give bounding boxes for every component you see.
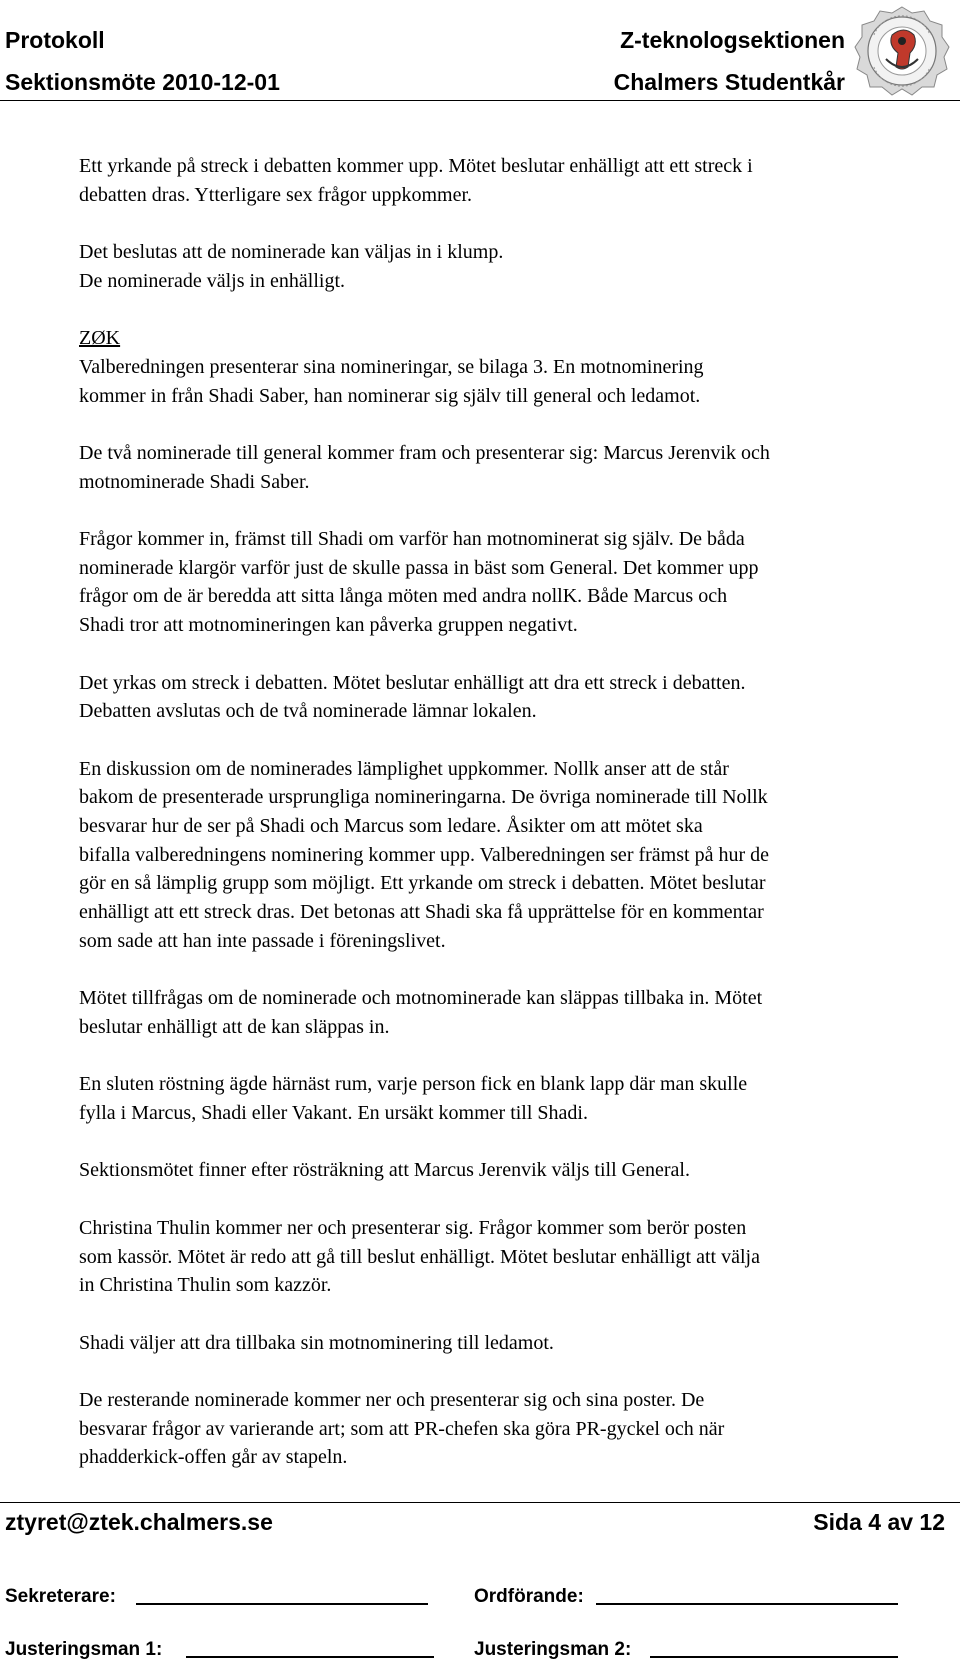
text-line: Frågor kommer in, främst till Shadi om varför han motnominerat sig själv. De båda xyxy=(79,528,745,551)
text-line: in Christina Thulin som kazzör. xyxy=(79,1274,332,1297)
text-line: gör en så lämplig grupp som möjligt. Ett yrkande om streck i debatten. Mötet beslutar xyxy=(79,872,766,895)
text-line: kommer in från Shadi Saber, han nominerar sig själv till general och ledamot. xyxy=(79,384,701,407)
text-line: fylla i Marcus, Shadi eller Vakant. En ursäkt kommer till Shadi. xyxy=(79,1102,588,1125)
paragraph xyxy=(79,669,949,726)
adjuster-2-label: Justeringsman 2: xyxy=(474,1639,632,1660)
text-line: Ett yrkande på streck i debatten kommer upp. Mötet beslutar enhälligt att ett streck i xyxy=(79,155,753,177)
text-line: De två nominerade till general kommer fram och presenterar sig: Marcus Jerenvik och xyxy=(79,441,770,464)
text-line: beslutar enhälligt att de kan släppas in. xyxy=(79,1015,390,1038)
text-line: motnominerade Shadi Saber. xyxy=(79,470,310,493)
secretary-signature-line[interactable] xyxy=(136,1603,428,1605)
text-line: De nominerade väljs in enhälligt. xyxy=(79,269,346,292)
document-type: Protokoll xyxy=(5,27,105,53)
paragraph xyxy=(79,439,949,496)
text-line: Debatten avslutas och de två nominerade lämnar lokalen. xyxy=(79,700,537,723)
text-line: En sluten röstning ägde härnäst rum, varje person fick en blank lapp där man skulle xyxy=(79,1073,748,1096)
paragraph xyxy=(79,984,949,1041)
text-line: Shadi väljer att dra tillbaka sin motnominering till ledamot. xyxy=(79,1331,554,1354)
paragraph xyxy=(79,1386,949,1472)
paragraph xyxy=(79,1214,949,1300)
text-line: En diskussion om de nominerades lämplighet uppkommer. Nollk anser att de står xyxy=(79,757,729,780)
paragraph xyxy=(79,525,949,640)
minutes-body xyxy=(79,152,949,1501)
text-line: Det yrkas om streck i debatten. Mötet beslutar enhälligt att dra ett streck i debatten. xyxy=(79,671,746,694)
text-line: Det beslutas att de nominerade kan väljas in i klump. xyxy=(79,241,504,264)
secretary-label: Sekreterare: xyxy=(5,1586,116,1607)
text-line: besvarar hur de ser på Shadi och Marcus som ledare. Åsikter om att mötet ska xyxy=(79,815,703,838)
text-line: Shadi tror att motnomineringen kan påverka gruppen negativt. xyxy=(79,614,578,637)
text-line: Sektionsmötet finner efter rösträkning att Marcus Jerenvik väljs till General. xyxy=(79,1159,690,1182)
parent-organization: Chalmers Studentkår xyxy=(613,69,845,95)
paragraph xyxy=(79,1156,949,1185)
text-line: Christina Thulin kommer ner och presenterar sig. Frågor kommer som berör posten xyxy=(79,1216,747,1239)
page-number: Sida 4 av 12 xyxy=(813,1509,945,1535)
adjuster-2-signature-line[interactable] xyxy=(650,1656,898,1658)
paragraph xyxy=(79,755,949,956)
text-line: Valberedningen presenterar sina nomineringar, se bilaga 3. En motnominering xyxy=(79,355,704,378)
text-line: bifalla valberedningens nominering kommer upp. Valberedningen ser främst på hur de xyxy=(79,843,769,866)
text-line: De resterande nominerade kommer ner och presenterar sig och sina poster. De xyxy=(79,1389,705,1412)
paragraph xyxy=(79,1329,949,1358)
section-seal-icon xyxy=(852,5,952,97)
text-line: enhälligt att ett streck dras. Det betonas att Shadi ska få upprättelse för en kommentar xyxy=(79,901,764,924)
paragraph xyxy=(79,238,949,295)
header-divider xyxy=(0,100,960,101)
text-line: besvarar frågor av varierande art; som att PR-chefen ska göra PR-gyckel och när xyxy=(79,1417,725,1440)
chair-label: Ordförande: xyxy=(474,1586,584,1607)
footer-divider xyxy=(0,1502,960,1503)
meeting-date: Sektionsmöte 2010-12-01 xyxy=(5,69,280,95)
adjuster-1-signature-line[interactable] xyxy=(186,1656,434,1658)
text-line: som sade att han inte passade i föreningslivet. xyxy=(79,929,446,952)
chair-signature-line[interactable] xyxy=(596,1603,898,1605)
paragraph xyxy=(79,152,949,209)
text-line: Mötet tillfrågas om de nominerade och motnominerade kan släppas tillbaka in. Mötet xyxy=(79,987,763,1010)
adjuster-1-label: Justeringsman 1: xyxy=(5,1639,163,1660)
text-line: bakom de presenterade ursprungliga nomineringarna. De övriga nominerade till Nollk xyxy=(79,786,768,809)
paragraph xyxy=(79,324,949,410)
organization-name: Z-teknologsektionen xyxy=(620,27,845,53)
text-line: debatten dras. Ytterligare sex frågor uppkommer. xyxy=(79,183,473,206)
contact-email: ztyret@ztek.chalmers.se xyxy=(5,1509,273,1535)
text-line: frågor om de är beredda att sitta långa möten med andra nollK. Både Marcus och xyxy=(79,585,728,608)
section-heading-zok: ZØK xyxy=(79,327,121,350)
text-line: nominerade klargör varför just de skulle passa in bäst som General. Det kommer upp xyxy=(79,556,759,579)
paragraph xyxy=(79,1070,949,1127)
text-line: phadderkick-offen går av stapeln. xyxy=(79,1446,348,1469)
text-line: som kassör. Mötet är redo att gå till beslut enhälligt. Mötet beslutar enhälligt att välja xyxy=(79,1245,760,1268)
